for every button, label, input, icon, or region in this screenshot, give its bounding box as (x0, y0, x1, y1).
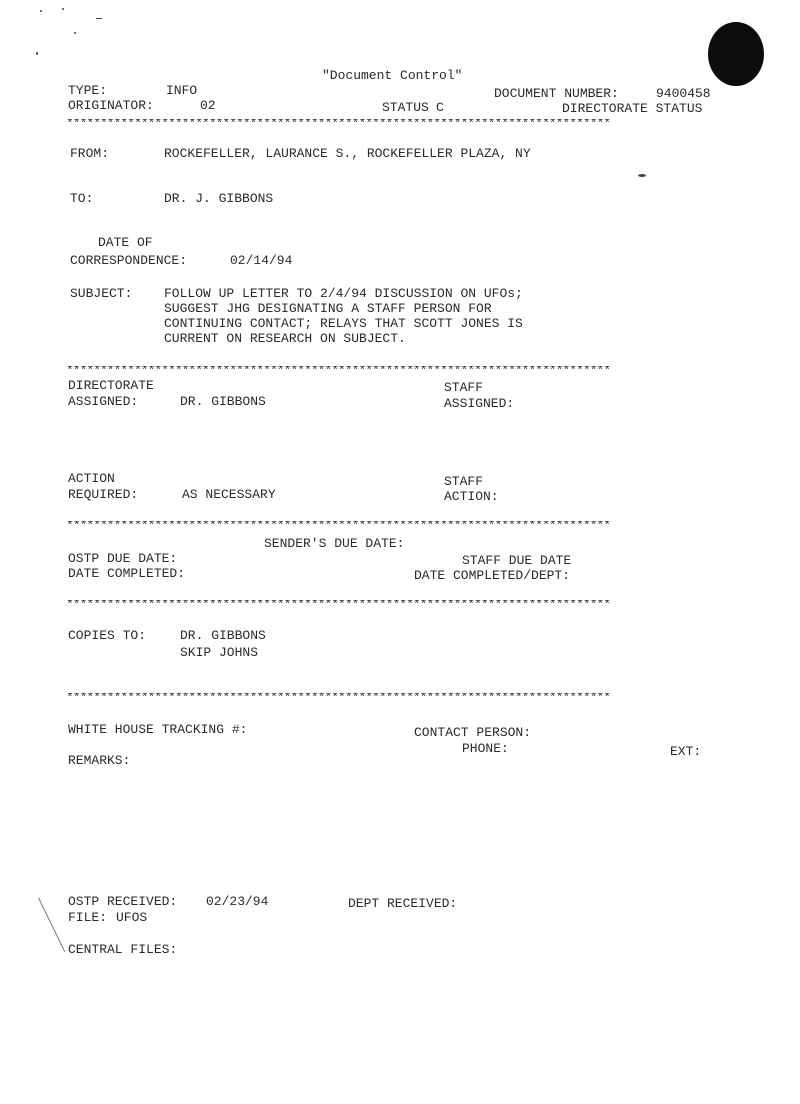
staff-due-date-label: STAFF DUE DATE (462, 553, 572, 568)
file-value: UFOS (116, 910, 148, 925)
from-value: ROCKEFELLER, LAURANCE S., ROCKEFELLER PLAZA, NY (164, 146, 531, 161)
staff-assigned-label: ASSIGNED: (444, 396, 515, 411)
dept-received-label: DEPT RECEIVED: (348, 896, 458, 911)
originator-label: ORIGINATOR: (68, 98, 154, 113)
scan-speck (74, 32, 76, 34)
separator-stars: ******************************************************************************** (66, 521, 611, 531)
white-house-tracking-label: WHITE HOUSE TRACKING #: (68, 722, 248, 737)
copies-name: DR. GIBBONS (180, 628, 266, 643)
subject-line: CONTINUING CONTACT; RELAYS THAT SCOTT JONES IS (164, 316, 523, 331)
separator-stars: ******************************************************************************** (66, 600, 611, 610)
ostp-received-label: OSTP RECEIVED: (68, 894, 178, 909)
senders-due-date-label: SENDER'S DUE DATE: (264, 536, 405, 551)
status-value: C (436, 100, 444, 115)
ext-label: EXT: (670, 744, 702, 759)
punch-hole (708, 22, 764, 86)
date-completed-label: DATE COMPLETED: (68, 566, 186, 581)
phone-label: PHONE: (462, 741, 509, 756)
scan-speck (96, 18, 102, 19)
contact-person-label: CONTACT PERSON: (414, 725, 532, 740)
type-value: INFO (166, 83, 198, 98)
subject-label: SUBJECT: (70, 286, 133, 301)
subject-line: SUGGEST JHG DESIGNATING A STAFF PERSON FOR (164, 301, 492, 316)
separator-stars: ******************************************************************************** (66, 366, 611, 376)
remarks-label: REMARKS: (68, 753, 131, 768)
staff-label-2: STAFF (444, 474, 484, 489)
directorate-label: DIRECTORATE (68, 378, 154, 393)
scan-speck (638, 174, 646, 177)
assigned-label: ASSIGNED: (68, 394, 139, 409)
copies-to-label: COPIES TO: (68, 628, 147, 643)
from-label: FROM: (70, 146, 110, 161)
required-label: REQUIRED: (68, 487, 139, 502)
action-label: ACTION (68, 471, 115, 486)
copies-name: SKIP JOHNS (180, 645, 259, 660)
required-value: AS NECESSARY (182, 487, 276, 502)
correspondence-date: 02/14/94 (230, 253, 293, 268)
correspondence-label: CORRESPONDENCE: (70, 253, 188, 268)
document-number-value: 9400458 (656, 86, 711, 101)
to-value: DR. J. GIBBONS (164, 191, 274, 206)
directorate-status-label: DIRECTORATE STATUS (562, 101, 703, 116)
type-label: TYPE: (68, 83, 108, 98)
central-files-label: CENTRAL FILES: (68, 942, 178, 957)
scan-speck (40, 10, 42, 12)
separator-stars: ******************************************************************************** (66, 693, 611, 703)
document-number-label: DOCUMENT NUMBER: (494, 86, 619, 101)
scan-speck (36, 52, 38, 55)
subject-line: CURRENT ON RESEARCH ON SUBJECT. (164, 331, 406, 346)
date-of-label: DATE OF (98, 235, 153, 250)
to-label: TO: (70, 191, 94, 206)
subject-line: FOLLOW UP LETTER TO 2/4/94 DISCUSSION ON UFOs; (164, 286, 523, 301)
staff-label: STAFF (444, 380, 484, 395)
margin-line (38, 898, 65, 952)
file-label: FILE: (68, 910, 108, 925)
separator-stars: ******************************************************************************** (66, 119, 611, 129)
scan-speck (62, 8, 64, 10)
date-completed-dept-label: DATE COMPLETED/DEPT: (414, 568, 571, 583)
status-label: STATUS (382, 100, 429, 115)
assigned-value: DR. GIBBONS (180, 394, 266, 409)
document-title: "Document Control" (322, 68, 463, 83)
originator-value: 02 (200, 98, 216, 113)
staff-action-label: ACTION: (444, 489, 499, 504)
ostp-due-date-label: OSTP DUE DATE: (68, 551, 178, 566)
ostp-received-value: 02/23/94 (206, 894, 269, 909)
